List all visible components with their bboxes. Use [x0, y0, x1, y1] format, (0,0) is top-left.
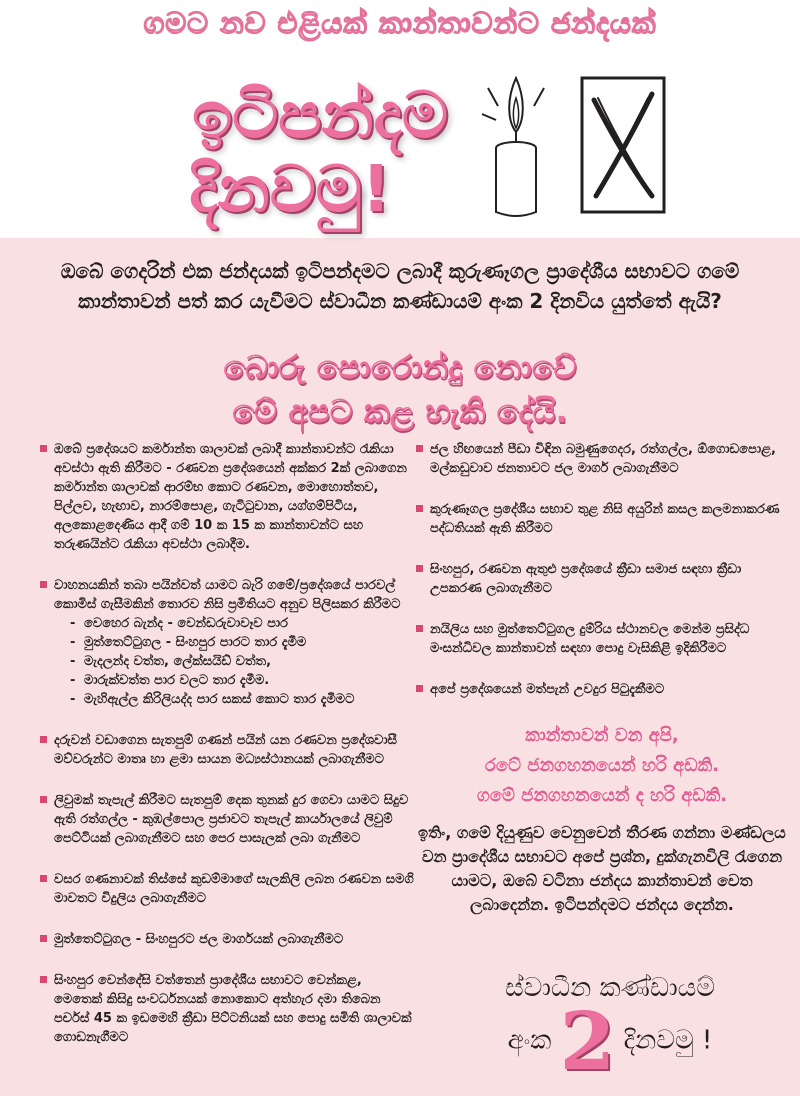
list-item: ලිවුමක් තැපැල් කිරීමට සැතපුම් දෙක තුනක් දුර ගෙවා යාමට සිදුව ඇති රත්ගල්ල - කුඹල්පොල ප්‍රජාවට තැපැල් කාර්යාලයේ ලිවුම් පෙට්ටියක් ලබාගැනීමට සහ පෙර පාසැලක් ලබා ගැනීමට	[40, 791, 414, 848]
bullet-icon	[416, 445, 423, 452]
bullet-icon	[40, 875, 47, 882]
bullet-icon	[40, 976, 47, 983]
list-item: සිංහපුර, රණවන ඇතුළු ප්‍රදේශයේ ක්‍රීඩා සමාජ සඳහා ක්‍රීඩා උපකරණ ලබාගැනීමට	[416, 560, 788, 598]
tagline: ගමට නව එළියක් කාන්තාවන්ට ජන්දයක්	[143, 6, 657, 40]
statement-line-2: රටේ ජනගහනයෙන් හරි අඩකි.	[484, 755, 720, 776]
statement-line-3: ගමේ ජනගහනයෙන් ද හරි අඩකි.	[476, 785, 728, 806]
slogan-line-2: මේ අපට කළ හැකි දේයි.	[232, 392, 568, 430]
final-call	[440, 970, 780, 1088]
left-column	[40, 440, 414, 1069]
list-item: වාහනයකින් තබා පයින්වත් යාමට බැරි ගමේ/ප්‍රදේශයේ පාරවල් කොමිස් ගැසීමකින් තොරව නිසි ප්‍රමිතියට අනුව පිලිසකර කිරීමට - වෙහෙර බැන්ද - වෙන්ඩරුවාවෑව පාර - මුත්තෙට්ටුගල - සිංහපුර පාරට තාර දැමීම - මැදලන්ද වත්ත, ලේක්සයිඩ් වත්ත, - මාරුක්වත්ත පාර වලට තාර දැමීම. - මැහිඇල්ල කිරිලියද්ද පාර සකස් කොට තාර දැමීමට	[40, 576, 414, 709]
bullet-icon	[416, 565, 423, 572]
bullet-icon	[40, 445, 47, 452]
list-item: දරුවන් වඩාගෙන සැතපුම් ගණන් පයින් යන රණවන ප්‍රදේශවාසී මව්වරුන්ට මාතෘ හා ළමා සායන මධ්‍යස්ථානයක් ලබාගැනීමට	[40, 731, 414, 769]
bullet-icon	[40, 796, 47, 803]
sublist-item: - මුත්තෙට්ටුගල - සිංහපුර පාරට තාර දැමීම	[84, 633, 414, 652]
sublist-item: - වෙහෙර බැන්ද - වෙන්ඩරුවාවෑව පාර	[84, 614, 414, 633]
question-text: ඔබේ ගෙදරින් එක ජන්දයක් ඉටිපන්දමට ලබාදී කුරුණෑගල ප්‍රාදේශීය සභාවට ගමේ කාන්තාවන් පත් කර යැවීමට ස්වාධීන කණ්ඩායම් අංක 2 දිනවිය යුත්තේ ඇයි?	[60, 259, 740, 313]
bullet-icon	[416, 505, 423, 512]
title-line-1: ඉටිපන්දම	[192, 79, 448, 153]
final-line-2	[440, 994, 780, 1088]
bullet-icon	[40, 736, 47, 743]
statement-line-1: කාන්තාවන් වන අපි,	[525, 725, 679, 746]
candle-icon	[470, 70, 562, 220]
candidate-number: 2	[559, 994, 616, 1088]
right-column	[416, 440, 788, 917]
bullet-icon	[416, 685, 423, 692]
sublist-item: - මාරුක්වත්ත පාර වලට තාර දැමීම.	[84, 671, 414, 690]
header-band	[0, 0, 800, 238]
list-item: සිංහපුර වෙන්දේසි වත්තෙන් ප්‍රාදේශීය සභාවට වෙන්කළ, මෙතෙක් කිසිදු සංවර්ධනයක් නොකොට අත්හැර දමා තිබෙන පර්චස් 45 ක ඉඩමෙහි ක්‍රීඩා පිට්ටනියක් සහ පොදු සමිති ශාලාවක් ගොඩනැගීමට	[40, 971, 414, 1047]
list-item: ජල හිඟයෙන් පීඩා විඳින බමුණුගෙදර, රත්ගල්ල, ඕගොඩපොළ, මල්කඩුවාව ජනතාවට ජල මාර්ග ලබාගැනීමට	[416, 440, 788, 478]
bullet-icon	[416, 625, 423, 632]
slogan	[100, 345, 700, 433]
ballot-x-icon	[580, 76, 666, 214]
final-suffix: දිනවමු !	[623, 1025, 713, 1056]
population-statement	[416, 721, 788, 811]
list-item: අපේ ප්‍රදේශයෙන් මත්පැන් උවදුර පිටුදැකීමට	[416, 680, 788, 699]
closing-paragraph: ඉතිං, ගමේ දියුණුව වෙනුවෙන් තීරණ ගන්නා මණ්ඩලය වන ප්‍රාදේශීය සභාවට අපේ ප්‍රශ්න, දුක්ගැනවිලි රැගෙන යාමට, ඔබේ වටිනා ජන්දය කාන්තාවන් වෙත ලබාදෙන්න. ඉටිපන්දමට ජන්දය දෙන්න.	[418, 823, 786, 914]
list-item: ඔබේ ප්‍රදේශයට කර්මාන්ත ශාලාවක් ලබාදී කාන්තාවන්ට රැකියා අවස්ථා ඇති කිරීමට - රණවන ප්‍රදේශයෙන් අක්කර 2ක් ලබාගෙන කර්මාන්ත ශාලාවක් ආරම්භ කොට රණවන, මොහොත්තව, පිල්ලව, හැඟාව, නාරම්පොළ, ගැටිටුවාන, යග්ගම්පිටිය, අලකොළදෙණිය ආදී ගම් 10 ක 15 ක කාන්තාවන්ට සහ තරුණයින්ට රැකියා අවස්ථා ලබාදීම.	[40, 440, 414, 554]
title-line-2: දිනවමු!	[189, 153, 391, 227]
list-item: මුත්තෙට්ටුගල - සිංහපුරට ජල මාර්ගයක් ලබාගැනීමට	[40, 930, 414, 949]
final-line-1: ස්වාධීන කණ්ඩායම්	[504, 973, 716, 1003]
list-item: වසර ගණනාවක් තිස්සේ කුඩම්මාගේ සැලකිලි ලබන රණවන සමගි මාවතට විදුලිය ලබාගැනීමට	[40, 870, 414, 908]
bullet-icon	[40, 935, 47, 942]
bullet-icon	[40, 581, 47, 588]
list-item: කුරුණෑගල ප්‍රදේශීය සභාව තුළ නිසි අයුරින් කසල කලමනාකරණ පද්ධතියක් ඇති කිරීමට	[416, 500, 788, 538]
slogan-line-1: බොරු පොරොන්දු නොවේ	[223, 348, 577, 386]
list-item: නයිලිය සහ මුත්තෙට්ටුගල දුම්රිය ස්ථානවල මෙන්ම ප්‍රසිද්ධ මංසන්ධිවල කාන්තාවන් සඳහා පොදු වැසිකිළි ඉදිකිරීමට	[416, 620, 788, 658]
final-prefix: අංක	[507, 1025, 552, 1056]
sublist-item: - මැදලන්ද වත්ත, ලේක්සයිඩ් වත්ත,	[84, 652, 414, 671]
road-sublist	[54, 614, 414, 709]
sublist-item: - මැහිඇල්ල කිරිලියද්ද පාර සකස් කොට තාර දැමීමට	[84, 690, 414, 709]
